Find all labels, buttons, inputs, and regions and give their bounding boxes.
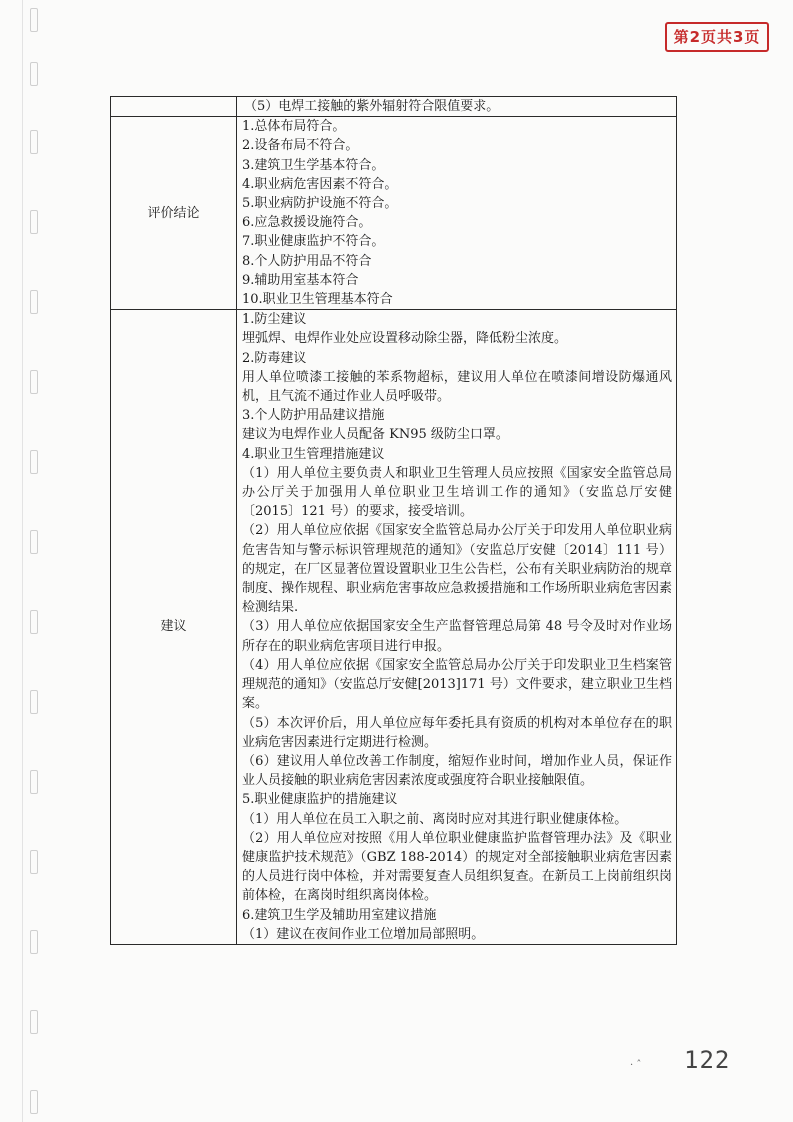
list-item: 10.职业卫生管理基本符合 [242, 292, 393, 308]
binder-hole [30, 450, 38, 474]
list-item: 9.辅助用室基本符合 [242, 272, 359, 288]
page-number: 122 [684, 1046, 731, 1074]
assessment-table [110, 96, 677, 945]
binder-hole [30, 62, 38, 86]
paragraph: 埋弧焊、电焊作业处应设置移动除尘器，降低粉尘浓度。 [242, 331, 568, 347]
list-item: （5）电焊工接触的紫外辐射符合限值要求。 [244, 99, 500, 114]
section-heading: 3.个人防护用品建议措施 [242, 408, 385, 424]
list-item: 6.应急救援设施符合。 [242, 215, 372, 231]
binder-hole [30, 690, 38, 714]
binder-hole [30, 850, 38, 874]
binder-hole [30, 770, 38, 794]
list-item: 1.总体布局符合。 [242, 119, 346, 135]
table-row-suggestion [111, 310, 677, 945]
paragraph: （1）建议在夜间作业工位增加局部照明。 [242, 926, 485, 942]
paragraph: （2）用人单位应对按照《用人单位职业健康监护监督管理办法》及《职业健康监护技术规范》（GBZ 188-2014）的规定对全部接触职业病危害因素的人员进行岗中体检，并对需要复查人员组织复查。在新员工上岗前组织岗前体检，在离岗时组织离岗体检。 [242, 830, 672, 904]
table-row-conclusion [111, 117, 677, 310]
paragraph: 用人单位喷漆工接触的苯系物超标，建议用人单位在喷漆间增设防爆通风机，且气流不通过作业人员呼吸带。 [242, 369, 672, 405]
binder-line [22, 0, 23, 1122]
suggestion-label: 建议 [111, 310, 237, 945]
paragraph: （1）用人单位主要负责人和职业卫生管理人员应按照《国家安全监管总局办公厅关于加强用人单位职业卫生培训工作的通知》（安监总厅安健〔2015〕121 号）的要求，接受培训。 [242, 465, 672, 520]
binder-hole [30, 1090, 38, 1114]
paragraph: （4）用人单位应依据《国家安全监管总局办公厅关于印发职业卫生档案管理规范的通知》（安监总厅安健[2013]171 号）文件要求，建立职业卫生档案。 [242, 657, 672, 712]
paragraph: （6）建议用人单位改善工作制度，缩短作业时间，增加作业人员，保证作业人员接触的职业病危害因素浓度或强度符合职业接触限值。 [242, 753, 672, 789]
paragraph: （3）用人单位应依据国家安全生产监督管理总局第 48 号令及时对作业场所存在的职业病危害项目进行申报。 [242, 619, 672, 654]
suggestion-cell [237, 310, 677, 945]
list-item: 5.职业病防护设施不符合。 [242, 196, 398, 212]
conclusion-label: 评价结论 [111, 117, 237, 310]
binder-hole [30, 8, 38, 32]
binder-hole [30, 530, 38, 554]
section-heading: 4.职业卫生管理措施建议 [242, 446, 385, 462]
page-count-stamp: 第2页共3页 [665, 22, 769, 52]
paragraph: （5）本次评价后，用人单位应每年委托具有资质的机构对本单位存在的职业病危害因素进行定期进行检测。 [242, 715, 672, 750]
paragraph: （2）用人单位应依据《国家安全监管总局办公厅关于印发用人单位职业病危害告知与警示标识管理规范的通知》（安监总厅安健〔2014〕111 号）的规定，在厂区显著位置设置职业卫生公告栏，公布有关职业病防治的规章制度、操作规程、职业病危害事故应急救援措施和工作场所职业病危害因素检测结果. [242, 523, 672, 616]
section-heading: 1.防尘建议 [242, 312, 307, 328]
list-item: 2.设备布局不符合。 [242, 138, 359, 154]
section-heading: 5.职业健康监护的措施建议 [242, 792, 398, 808]
scan-mark: · ˆ [630, 1060, 642, 1071]
list-item: 8.个人防护用品不符合 [242, 253, 372, 269]
section-heading: 6.建筑卫生学及辅助用室建议措施 [242, 907, 437, 923]
paragraph: （1）用人单位在员工入职之前、离岗时应对其进行职业健康体检。 [242, 811, 628, 827]
binder-hole [30, 290, 38, 314]
binder-hole [30, 1010, 38, 1034]
binder-hole [30, 610, 38, 634]
list-item: 7.职业健康监护不符合。 [242, 234, 385, 250]
binder-hole [30, 930, 38, 954]
table-row-continuation [111, 97, 677, 117]
list-item: 3.建筑卫生学基本符合。 [242, 157, 385, 173]
paragraph: 建议为电焊作业人员配备 KN95 级防尘口罩。 [242, 427, 509, 443]
section-heading: 2.防毒建议 [242, 350, 307, 366]
binder-hole [30, 370, 38, 394]
conclusion-cell [237, 117, 677, 310]
list-item: 4.职业病危害因素不符合。 [242, 176, 398, 192]
continuation-cell [237, 97, 677, 117]
binder-hole [30, 130, 38, 154]
binder-hole [30, 210, 38, 234]
empty-label-cell [111, 97, 237, 117]
